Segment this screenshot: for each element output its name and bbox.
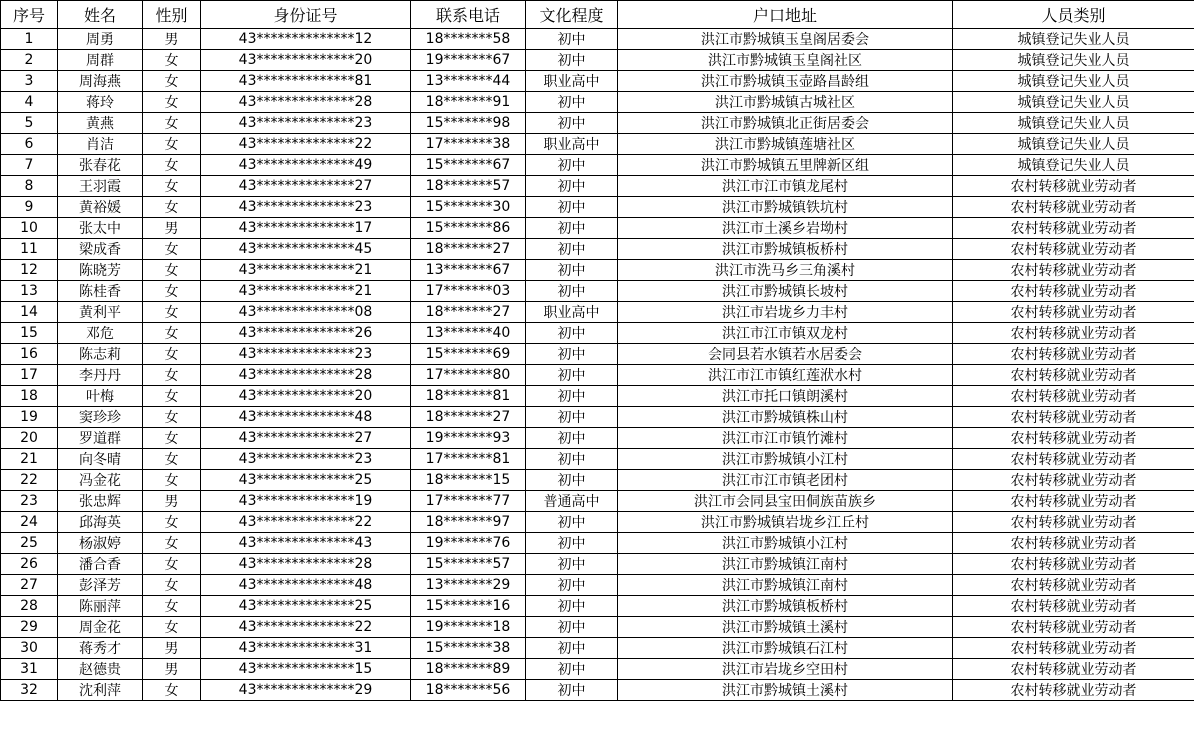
- table-row: [1, 29, 1194, 50]
- cell-no: 30: [1, 638, 58, 659]
- cell-gender: 女: [143, 155, 201, 176]
- table-row: [1, 323, 1194, 344]
- cell-category: 城镇登记失业人员: [953, 155, 1194, 176]
- cell-gender: 女: [143, 512, 201, 533]
- cell-no: 29: [1, 617, 58, 638]
- header-phone: 联系电话: [411, 1, 526, 29]
- table-row: [1, 638, 1194, 659]
- cell-category: 农村转移就业劳动者: [953, 323, 1194, 344]
- cell-phone: 17*******38: [411, 134, 526, 155]
- cell-phone: 18*******27: [411, 302, 526, 323]
- cell-category: 农村转移就业劳动者: [953, 176, 1194, 197]
- cell-category: 农村转移就业劳动者: [953, 260, 1194, 281]
- cell-address: 洪江市江市镇龙尾村: [618, 176, 953, 197]
- cell-category: 城镇登记失业人员: [953, 92, 1194, 113]
- cell-address: 洪江市黔城镇玉皇阁居委会: [618, 29, 953, 50]
- cell-phone: 18*******27: [411, 239, 526, 260]
- cell-gender: 女: [143, 596, 201, 617]
- cell-no: 25: [1, 533, 58, 554]
- cell-phone: 19*******76: [411, 533, 526, 554]
- cell-education: 初中: [526, 365, 618, 386]
- table-row: [1, 218, 1194, 239]
- cell-name: 邓危: [58, 323, 143, 344]
- cell-name: 陈晓芳: [58, 260, 143, 281]
- cell-phone: 15*******98: [411, 113, 526, 134]
- table-row: [1, 659, 1194, 680]
- cell-phone: 17*******80: [411, 365, 526, 386]
- table-row: [1, 428, 1194, 449]
- table-row: [1, 470, 1194, 491]
- cell-name: 杨淑婷: [58, 533, 143, 554]
- cell-category: 农村转移就业劳动者: [953, 617, 1194, 638]
- cell-gender: 女: [143, 323, 201, 344]
- cell-gender: 男: [143, 491, 201, 512]
- cell-id: 43**************23: [201, 197, 411, 218]
- cell-name: 张太中: [58, 218, 143, 239]
- cell-education: 初中: [526, 407, 618, 428]
- cell-no: 11: [1, 239, 58, 260]
- table-row: [1, 449, 1194, 470]
- cell-phone: 15*******16: [411, 596, 526, 617]
- cell-name: 向冬晴: [58, 449, 143, 470]
- cell-category: 农村转移就业劳动者: [953, 533, 1194, 554]
- cell-phone: 15*******69: [411, 344, 526, 365]
- cell-gender: 女: [143, 365, 201, 386]
- cell-address: 洪江市黔城镇土溪村: [618, 617, 953, 638]
- cell-id: 43**************29: [201, 680, 411, 701]
- cell-address: 洪江市黔城镇长坡村: [618, 281, 953, 302]
- cell-category: 城镇登记失业人员: [953, 29, 1194, 50]
- table-row: [1, 134, 1194, 155]
- cell-education: 初中: [526, 29, 618, 50]
- cell-phone: 13*******67: [411, 260, 526, 281]
- cell-address: 洪江市会同县宝田侗族苗族乡: [618, 491, 953, 512]
- cell-name: 肖洁: [58, 134, 143, 155]
- cell-id: 43**************48: [201, 575, 411, 596]
- cell-address: 洪江市江市镇竹滩村: [618, 428, 953, 449]
- cell-phone: 15*******57: [411, 554, 526, 575]
- cell-id: 43**************23: [201, 113, 411, 134]
- cell-no: 16: [1, 344, 58, 365]
- cell-id: 43**************45: [201, 239, 411, 260]
- cell-name: 邱海英: [58, 512, 143, 533]
- cell-education: 初中: [526, 428, 618, 449]
- cell-no: 15: [1, 323, 58, 344]
- cell-education: 初中: [526, 92, 618, 113]
- cell-education: 初中: [526, 554, 618, 575]
- cell-no: 13: [1, 281, 58, 302]
- cell-no: 28: [1, 596, 58, 617]
- cell-category: 城镇登记失业人员: [953, 134, 1194, 155]
- cell-id: 43**************25: [201, 596, 411, 617]
- table-row: [1, 92, 1194, 113]
- cell-phone: 13*******29: [411, 575, 526, 596]
- cell-id: 43**************22: [201, 512, 411, 533]
- cell-education: 初中: [526, 386, 618, 407]
- cell-name: 周海燕: [58, 71, 143, 92]
- cell-gender: 女: [143, 344, 201, 365]
- cell-name: 张春花: [58, 155, 143, 176]
- cell-phone: 17*******81: [411, 449, 526, 470]
- cell-no: 6: [1, 134, 58, 155]
- cell-category: 农村转移就业劳动者: [953, 659, 1194, 680]
- cell-education: 初中: [526, 596, 618, 617]
- cell-name: 陈丽萍: [58, 596, 143, 617]
- cell-category: 农村转移就业劳动者: [953, 428, 1194, 449]
- cell-education: 职业高中: [526, 302, 618, 323]
- cell-category: 农村转移就业劳动者: [953, 638, 1194, 659]
- cell-phone: 18*******89: [411, 659, 526, 680]
- header-address: 户口地址: [618, 1, 953, 29]
- cell-phone: 15*******38: [411, 638, 526, 659]
- cell-no: 26: [1, 554, 58, 575]
- table-row: [1, 239, 1194, 260]
- cell-category: 农村转移就业劳动者: [953, 281, 1194, 302]
- cell-address: 洪江市黔城镇江南村: [618, 575, 953, 596]
- cell-gender: 女: [143, 680, 201, 701]
- cell-address: 洪江市岩垅乡力丰村: [618, 302, 953, 323]
- table-row: [1, 596, 1194, 617]
- cell-id: 43**************12: [201, 29, 411, 50]
- cell-gender: 男: [143, 659, 201, 680]
- header-education: 文化程度: [526, 1, 618, 29]
- cell-id: 43**************43: [201, 533, 411, 554]
- cell-id: 43**************22: [201, 617, 411, 638]
- cell-address: 洪江市岩垅乡空田村: [618, 659, 953, 680]
- cell-gender: 男: [143, 29, 201, 50]
- cell-name: 彭泽芳: [58, 575, 143, 596]
- cell-phone: 18*******56: [411, 680, 526, 701]
- cell-name: 周群: [58, 50, 143, 71]
- cell-phone: 17*******03: [411, 281, 526, 302]
- cell-no: 32: [1, 680, 58, 701]
- cell-id: 43**************21: [201, 260, 411, 281]
- table-row: [1, 680, 1194, 701]
- cell-address: 洪江市黔城镇莲塘社区: [618, 134, 953, 155]
- cell-no: 4: [1, 92, 58, 113]
- cell-category: 农村转移就业劳动者: [953, 512, 1194, 533]
- cell-address: 洪江市托口镇朗溪村: [618, 386, 953, 407]
- table-row: [1, 407, 1194, 428]
- table-row: [1, 533, 1194, 554]
- cell-category: 农村转移就业劳动者: [953, 554, 1194, 575]
- table-row: [1, 302, 1194, 323]
- cell-id: 43**************48: [201, 407, 411, 428]
- table-row: [1, 365, 1194, 386]
- cell-education: 初中: [526, 617, 618, 638]
- cell-education: 初中: [526, 680, 618, 701]
- cell-id: 43**************20: [201, 386, 411, 407]
- table-row: [1, 71, 1194, 92]
- cell-education: 初中: [526, 50, 618, 71]
- cell-address: 洪江市黔城镇小江村: [618, 449, 953, 470]
- cell-education: 职业高中: [526, 71, 618, 92]
- cell-address: 洪江市洗马乡三角溪村: [618, 260, 953, 281]
- cell-address: 洪江市黔城镇玉壶路昌龄组: [618, 71, 953, 92]
- cell-phone: 18*******15: [411, 470, 526, 491]
- cell-category: 城镇登记失业人员: [953, 71, 1194, 92]
- cell-education: 初中: [526, 533, 618, 554]
- cell-address: 洪江市黔城镇板桥村: [618, 239, 953, 260]
- cell-id: 43**************23: [201, 344, 411, 365]
- cell-category: 农村转移就业劳动者: [953, 470, 1194, 491]
- cell-id: 43**************28: [201, 554, 411, 575]
- cell-name: 黄裕媛: [58, 197, 143, 218]
- cell-gender: 女: [143, 92, 201, 113]
- cell-name: 叶梅: [58, 386, 143, 407]
- cell-gender: 男: [143, 218, 201, 239]
- cell-name: 王羽霞: [58, 176, 143, 197]
- cell-gender: 女: [143, 260, 201, 281]
- table-row: [1, 491, 1194, 512]
- cell-no: 21: [1, 449, 58, 470]
- cell-name: 蒋秀才: [58, 638, 143, 659]
- table-row: [1, 260, 1194, 281]
- cell-no: 22: [1, 470, 58, 491]
- cell-id: 43**************08: [201, 302, 411, 323]
- cell-education: 初中: [526, 281, 618, 302]
- cell-name: 潘合香: [58, 554, 143, 575]
- cell-education: 初中: [526, 470, 618, 491]
- cell-education: 初中: [526, 449, 618, 470]
- cell-phone: 18*******91: [411, 92, 526, 113]
- table-row: [1, 176, 1194, 197]
- cell-no: 24: [1, 512, 58, 533]
- cell-gender: 女: [143, 386, 201, 407]
- cell-category: 农村转移就业劳动者: [953, 365, 1194, 386]
- cell-category: 农村转移就业劳动者: [953, 449, 1194, 470]
- cell-gender: 女: [143, 71, 201, 92]
- cell-id: 43**************27: [201, 176, 411, 197]
- cell-category: 农村转移就业劳动者: [953, 302, 1194, 323]
- cell-address: 洪江市黔城镇石江村: [618, 638, 953, 659]
- cell-name: 黄利平: [58, 302, 143, 323]
- cell-phone: 18*******81: [411, 386, 526, 407]
- cell-education: 初中: [526, 155, 618, 176]
- cell-name: 蒋玲: [58, 92, 143, 113]
- cell-category: 农村转移就业劳动者: [953, 491, 1194, 512]
- cell-name: 周金花: [58, 617, 143, 638]
- cell-no: 17: [1, 365, 58, 386]
- table-row: [1, 344, 1194, 365]
- cell-gender: 女: [143, 197, 201, 218]
- cell-gender: 女: [143, 575, 201, 596]
- cell-id: 43**************23: [201, 449, 411, 470]
- cell-gender: 男: [143, 638, 201, 659]
- cell-name: 周勇: [58, 29, 143, 50]
- cell-category: 农村转移就业劳动者: [953, 596, 1194, 617]
- cell-no: 2: [1, 50, 58, 71]
- cell-id: 43**************20: [201, 50, 411, 71]
- cell-id: 43**************28: [201, 92, 411, 113]
- cell-name: 张忠辉: [58, 491, 143, 512]
- cell-id: 43**************21: [201, 281, 411, 302]
- cell-name: 李丹丹: [58, 365, 143, 386]
- header-name: 姓名: [58, 1, 143, 29]
- cell-no: 10: [1, 218, 58, 239]
- table-row: [1, 575, 1194, 596]
- cell-gender: 女: [143, 617, 201, 638]
- cell-education: 初中: [526, 659, 618, 680]
- cell-gender: 女: [143, 533, 201, 554]
- cell-phone: 19*******67: [411, 50, 526, 71]
- header-row: [1, 1, 1194, 29]
- cell-name: 陈志莉: [58, 344, 143, 365]
- cell-address: 洪江市江市镇老团村: [618, 470, 953, 491]
- cell-no: 23: [1, 491, 58, 512]
- table-row: [1, 386, 1194, 407]
- cell-address: 洪江市黔城镇玉皇阁社区: [618, 50, 953, 71]
- cell-phone: 19*******93: [411, 428, 526, 449]
- cell-address: 洪江市江市镇红莲洑水村: [618, 365, 953, 386]
- cell-no: 1: [1, 29, 58, 50]
- cell-no: 5: [1, 113, 58, 134]
- table-body: [1, 29, 1194, 701]
- cell-gender: 女: [143, 470, 201, 491]
- table-row: [1, 50, 1194, 71]
- cell-id: 43**************49: [201, 155, 411, 176]
- cell-id: 43**************26: [201, 323, 411, 344]
- cell-no: 27: [1, 575, 58, 596]
- table-row: [1, 281, 1194, 302]
- cell-education: 初中: [526, 575, 618, 596]
- table-row: [1, 197, 1194, 218]
- cell-id: 43**************28: [201, 365, 411, 386]
- cell-category: 城镇登记失业人员: [953, 113, 1194, 134]
- cell-category: 农村转移就业劳动者: [953, 344, 1194, 365]
- cell-id: 43**************19: [201, 491, 411, 512]
- cell-category: 农村转移就业劳动者: [953, 218, 1194, 239]
- cell-no: 14: [1, 302, 58, 323]
- cell-address: 洪江市黔城镇小江村: [618, 533, 953, 554]
- header-no: 序号: [1, 1, 58, 29]
- cell-education: 初中: [526, 239, 618, 260]
- cell-address: 洪江市黔城镇岩垅乡江丘村: [618, 512, 953, 533]
- cell-no: 3: [1, 71, 58, 92]
- cell-gender: 女: [143, 176, 201, 197]
- cell-no: 8: [1, 176, 58, 197]
- cell-phone: 15*******30: [411, 197, 526, 218]
- cell-name: 冯金花: [58, 470, 143, 491]
- cell-phone: 15*******67: [411, 155, 526, 176]
- cell-phone: 18*******58: [411, 29, 526, 50]
- cell-phone: 18*******97: [411, 512, 526, 533]
- cell-category: 农村转移就业劳动者: [953, 197, 1194, 218]
- header-category: 人员类别: [953, 1, 1194, 29]
- cell-gender: 女: [143, 113, 201, 134]
- cell-name: 罗道群: [58, 428, 143, 449]
- cell-name: 赵德贵: [58, 659, 143, 680]
- cell-category: 农村转移就业劳动者: [953, 575, 1194, 596]
- cell-gender: 女: [143, 281, 201, 302]
- cell-education: 职业高中: [526, 134, 618, 155]
- cell-category: 农村转移就业劳动者: [953, 386, 1194, 407]
- table-row: [1, 113, 1194, 134]
- cell-education: 初中: [526, 638, 618, 659]
- cell-gender: 女: [143, 449, 201, 470]
- header-id: 身份证号: [201, 1, 411, 29]
- cell-id: 43**************27: [201, 428, 411, 449]
- cell-address: 洪江市黔城镇土溪村: [618, 680, 953, 701]
- cell-gender: 女: [143, 302, 201, 323]
- table-row: [1, 554, 1194, 575]
- cell-no: 18: [1, 386, 58, 407]
- cell-education: 初中: [526, 512, 618, 533]
- table-row: [1, 617, 1194, 638]
- cell-id: 43**************22: [201, 134, 411, 155]
- cell-phone: 13*******40: [411, 323, 526, 344]
- cell-no: 20: [1, 428, 58, 449]
- cell-address: 会同县若水镇若水居委会: [618, 344, 953, 365]
- cell-gender: 女: [143, 239, 201, 260]
- cell-phone: 18*******57: [411, 176, 526, 197]
- cell-education: 初中: [526, 113, 618, 134]
- cell-education: 初中: [526, 323, 618, 344]
- cell-phone: 17*******77: [411, 491, 526, 512]
- cell-id: 43**************25: [201, 470, 411, 491]
- cell-gender: 女: [143, 407, 201, 428]
- cell-category: 农村转移就业劳动者: [953, 680, 1194, 701]
- cell-id: 43**************17: [201, 218, 411, 239]
- cell-address: 洪江市黔城镇古城社区: [618, 92, 953, 113]
- cell-no: 7: [1, 155, 58, 176]
- cell-address: 洪江市土溪乡岩坳村: [618, 218, 953, 239]
- table-row: [1, 512, 1194, 533]
- cell-id: 43**************15: [201, 659, 411, 680]
- cell-name: 窦珍珍: [58, 407, 143, 428]
- cell-address: 洪江市黔城镇铁坑村: [618, 197, 953, 218]
- cell-phone: 18*******27: [411, 407, 526, 428]
- cell-no: 19: [1, 407, 58, 428]
- cell-name: 黄燕: [58, 113, 143, 134]
- cell-gender: 女: [143, 428, 201, 449]
- header-gender: 性别: [143, 1, 201, 29]
- cell-education: 初中: [526, 176, 618, 197]
- cell-education: 初中: [526, 218, 618, 239]
- cell-name: 沈利萍: [58, 680, 143, 701]
- cell-phone: 19*******18: [411, 617, 526, 638]
- cell-no: 9: [1, 197, 58, 218]
- cell-id: 43**************31: [201, 638, 411, 659]
- cell-phone: 15*******86: [411, 218, 526, 239]
- cell-education: 初中: [526, 344, 618, 365]
- cell-category: 农村转移就业劳动者: [953, 407, 1194, 428]
- cell-address: 洪江市黔城镇株山村: [618, 407, 953, 428]
- cell-education: 普通高中: [526, 491, 618, 512]
- cell-id: 43**************81: [201, 71, 411, 92]
- cell-category: 城镇登记失业人员: [953, 50, 1194, 71]
- table-row: [1, 155, 1194, 176]
- cell-address: 洪江市黔城镇北正街居委会: [618, 113, 953, 134]
- cell-address: 洪江市黔城镇江南村: [618, 554, 953, 575]
- cell-gender: 女: [143, 134, 201, 155]
- cell-education: 初中: [526, 260, 618, 281]
- cell-no: 31: [1, 659, 58, 680]
- cell-no: 12: [1, 260, 58, 281]
- cell-name: 梁成香: [58, 239, 143, 260]
- cell-address: 洪江市黔城镇板桥村: [618, 596, 953, 617]
- cell-address: 洪江市江市镇双龙村: [618, 323, 953, 344]
- cell-education: 初中: [526, 197, 618, 218]
- cell-category: 农村转移就业劳动者: [953, 239, 1194, 260]
- cell-gender: 女: [143, 554, 201, 575]
- cell-name: 陈桂香: [58, 281, 143, 302]
- cell-gender: 女: [143, 50, 201, 71]
- cell-phone: 13*******44: [411, 71, 526, 92]
- cell-address: 洪江市黔城镇五里牌新区组: [618, 155, 953, 176]
